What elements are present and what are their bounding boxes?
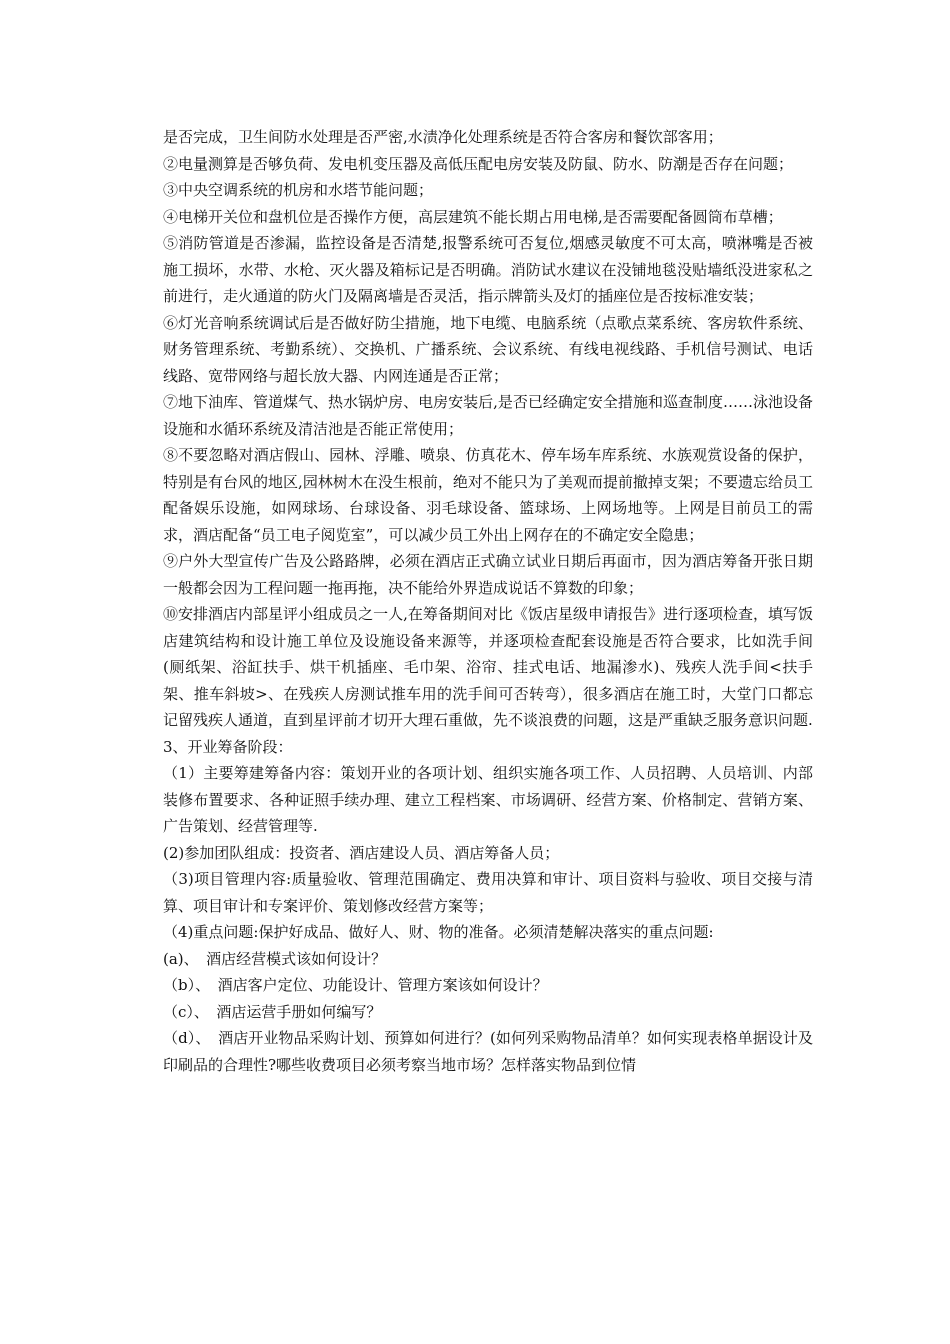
paragraph-air-conditioning: ③中央空调系统的机房和水塔节能问题； (163, 181, 434, 199)
paragraph-star-rating: ⑩安排酒店内部星评小组成员之一人,在筹备期间对比《饭店星级申请报告》进行逐项检查，填写饭店建筑结构和设计施工单位及设施设备来源等，并逐项检查配套设施是否符合要求，比如洗手间(厕纸架、浴缸扶手、烘干机插座、毛巾架、浴帘、挂式电话、地漏渗水)、残疾人洗手间<扶手架、推车斜坡>、在残疾人房测试推车用的洗手间可否转弯），很多酒店在施工时，大堂门口都忘记留残疾人通道，直到星评前才切开大理石重做，先不谈浪费的问题，这是严重缺乏服务意识问题. (163, 605, 813, 729)
list-item-d: （d）、 酒店开业物品采购计划、预算如何进行？(如何列采购物品清单？如何实现表格单据设计及印刷品的合理性?哪些收费项目必须考察当地市场？怎样落实物品到位情 (163, 1029, 813, 1074)
paragraph-advertising: ⑨户外大型宣传广告及公路路牌，必须在酒店正式确立试业日期后再面市，因为酒店筹备开张日期一般都会因为工程问题一拖再拖，决不能给外界造成说话不算数的印象； (163, 552, 813, 597)
paragraph-fire-safety: ⑤消防管道是否渗漏，监控设备是否清楚,报警系统可否复位,烟感灵敏度不可太高，喷淋嘴是否被施工损坏，水带、水枪、灭火器及箱标记是否明确。消防试水建议在没铺地毯没贴墙纸没进家私之前进行，走火通道的防火门及隔离墙是否灵活，指示牌箭头及灯的插座位是否按标准安装； (163, 234, 813, 305)
paragraph-team: (2)参加团队组成：投资者、酒店建设人员、酒店筹备人员； (163, 843, 560, 862)
paragraph-elevator: ④电梯开关位和盘机位是否操作方便，高层建筑不能长期占用电梯,是否需要配备圆筒布草槽； (163, 207, 783, 226)
paragraph-landscape: ⑧不要忽略对酒店假山、园林、浮雕、喷泉、仿真花木、停车场车库系统、水族观赏设备的保护，特别是有台风的地区,园林树木在没生根前，绝对不能只为了美观而提前撤掉支架；不要遗忘给员工配备娱乐设施，如网球场、台球设备、羽毛球设备、篮球场、上网场地等。上网是目前员工的需求，酒店配备“员工电子阅览室”，可以减少员工外出上网存在的不确定安全隐患； (163, 446, 813, 544)
paragraph-bathroom-check: 是否完成，卫生间防水处理是否严密,水渍净化处理系统是否符合客房和餐饮部客用； (163, 128, 723, 146)
paragraph-lighting-systems: ⑥灯光音响系统调试后是否做好防尘措施，地下电缆、电脑系统（点歌点菜系统、客房软件系统、财务管理系统、考勤系统）、交换机、广播系统、会议系统、有线电视线路、手机信号测试、电话线路、宽带网络与超长放大器、内网连通是否正常； (163, 313, 813, 385)
document-page (163, 124, 813, 1078)
paragraph-fuel-gas: ⑦地下油库、管道煤气、热水锅炉房、电房安装后,是否已经确定安全措施和巡查制度……泳池设备设施和水循环系统及清洁池是否能正常使用； (163, 393, 813, 438)
paragraph-electricity: ②电量测算是否够负荷、发电机变压器及高低压配电房安装及防鼠、防水、防潮是否存在问题； (163, 154, 794, 173)
paragraph-main-content: （1）主要筹建筹备内容：策划开业的各项计划、组织实施各项工作、人员招聘、人员培训、内部装修布置要求、各种证照手续办理、建立工程档案、市场调研、经营方案、价格制定、营销方案、广告策划、经营管理等. (163, 764, 813, 835)
paragraph-project-management: （3)项目管理内容:质量验收、管理范围确定、费用决算和审计、项目资料与验收、项目交接与清算、项目审计和专案评价、策划修改经营方案等； (163, 870, 813, 915)
list-item-c: （c）、 酒店运营手册如何编写？ (163, 1002, 382, 1021)
list-item-a: (a)、 酒店经营模式该如何设计？ (163, 949, 387, 968)
list-item-b: （b）、 酒店客户定位、功能设计、管理方案该如何设计？ (163, 976, 548, 994)
section-heading-opening-prep: 3、开业筹备阶段： (163, 737, 293, 756)
paragraph-key-issues: （4)重点问题:保护好成品、做好人、财、物的准备。必须清楚解决落实的重点问题: (163, 923, 714, 941)
